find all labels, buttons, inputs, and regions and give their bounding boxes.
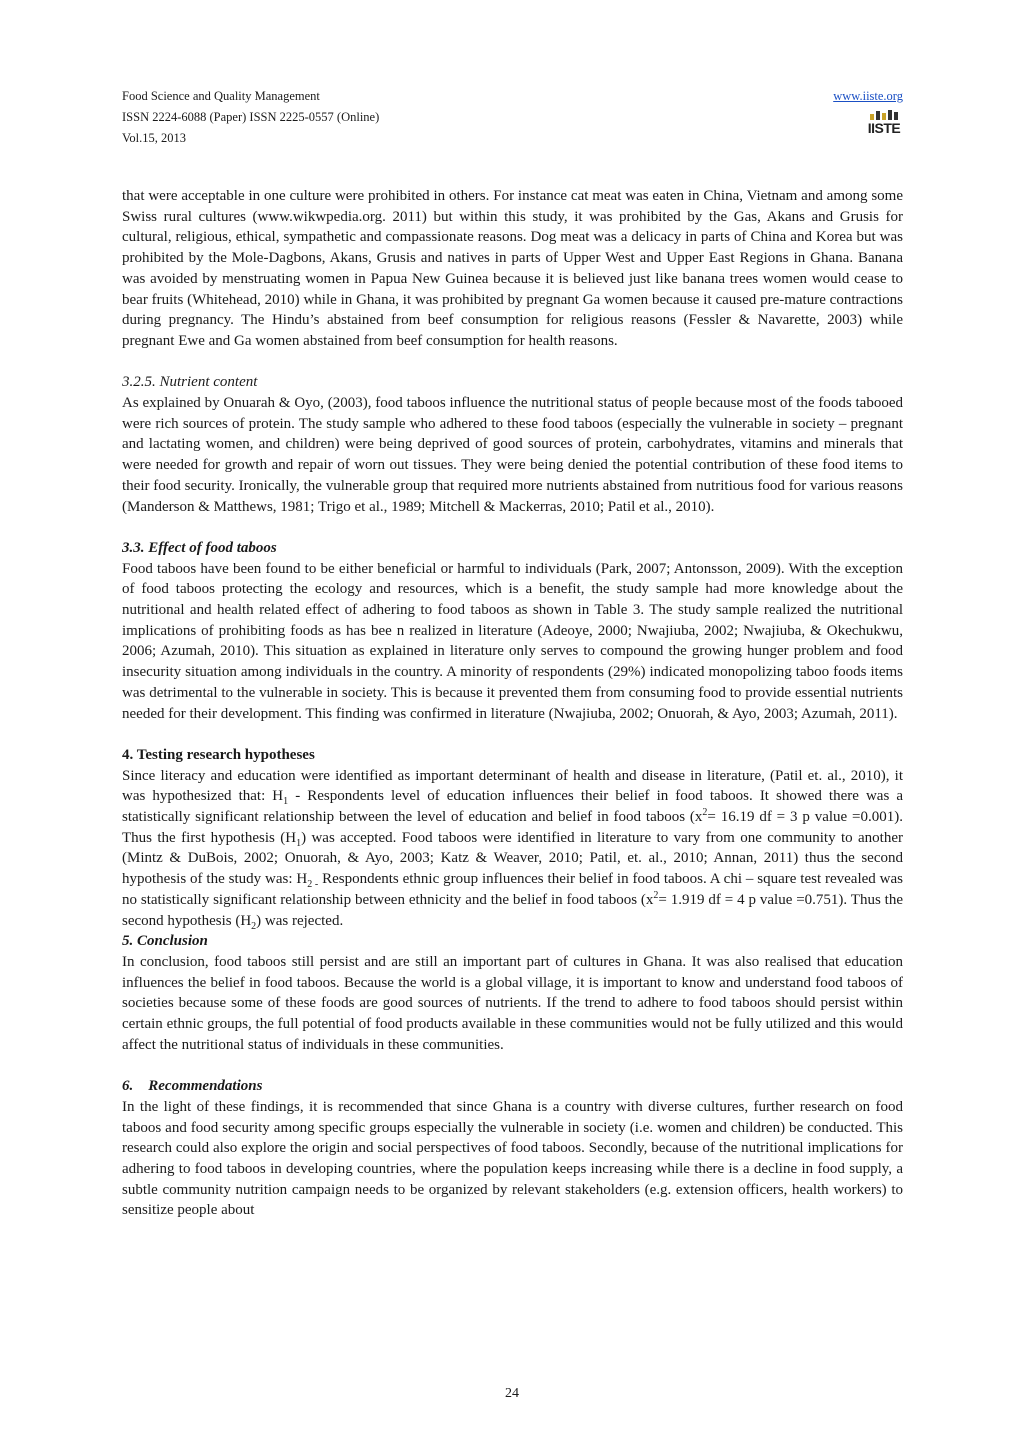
paragraph-food-taboos-cultures: that were acceptable in one culture were prohibited in others. For instance cat meat was eaten in China, Vietnam and among some Swiss rural cultures (www.wikwpedia.org. 2011) but within this study, it was prohibited by the Gas, Akans and Grusis for cultural, religious, ethical, sympathetic and compassionate reasons. Dog meat was a delicacy in parts of China and Korea but was prohibited by the Mole-Dagbons, Akans, Grusis and natives in parts of Upper West and Upper East Regions in Ghana. Banana was avoided by menstruating women in Papua New Guinea because it is believed just like banana trees women would cease to bear fruits (Whitehead, 2010) while in Ghana, it was prohibited by pregnant Ga women because it caused pre-mature contractions during pregnancy. The Hindu’s abstained from beef consumption for religious reasons (Fessler & Navarette, 2003) while pregnant Ewe and Ga women abstained from beef consumption for health reasons.: [122, 188, 903, 349]
paragraph-testing-hypotheses: Since literacy and education were identified as important determinant of health and disease in literature, (Patil et. al., 2010), it was hypothesized that: $H_1$ - Respondents level of education influences their belief in food taboos. It showed there was a statistically significant relationship between the level of education and belief in food taboos ($x^2= 16.19$ df = 3 p value =0.001). Thus the first hypothesis $(H_1)$ was accepted. Food taboos were identified in literature to vary from one community to another (Mintz & DuBois, 2002; Onuorah, & Ayo, 2003; Katz & Weaver, 2010; Patil, et. al., 2010; Annan, 2011) thus the second hypothesis of the study was: $H_{2 -}$ Respondents ethnic group influences their belief in food taboos. A chi – square test revealed was no statistically significant relationship between ethnicity and the belief in food taboos ($x^2= 1.919$ df = 4 p value =0.751). Thus the second hypothesis $(H_2)$ was rejected.: [122, 767, 904, 932]
logo-text: IISTE: [867, 120, 901, 136]
paragraph-nutrient-content: As explained by Onuarah & Oyo, (2003), food taboos influence the nutritional status of people because most of the foods tabooed were rich sources of protein. The study sample who adhered to these food taboos (especially the vulnerable in society – pregnant and lactating women, and children) were being deprived of good sources of protein, carbohydrates, vitamins and minerals that were needed for growth and repair of worn out tissues. They were being denied the potential contribution of these food items to their food security. Ironically, the vulnerable group that required more nutrients abstained from nutritious food for various reasons (Manderson & Matthews, 1981; Trigo et al., 1989; Mitchell & Mackerras, 2010; Patil et al., 2010).: [122, 395, 903, 515]
heading-nutrient-content: 3.2.5. Nutrient content: [122, 374, 258, 391]
heading-testing-hypotheses: 4. Testing research hypotheses: [122, 746, 315, 763]
journal-name: Food Science and Quality Management: [122, 89, 320, 103]
page-number: 24: [505, 1386, 519, 1401]
heading-recommendations: 6. Recommendations: [122, 1078, 263, 1095]
volume-line: Vol.15, 2013: [122, 131, 187, 145]
iiste-logo: [867, 110, 901, 136]
paragraph-effect-of-food-taboos: Food taboos have been found to be either beneficial or harmful to individuals (Park, 2007; Antonsson, 2009). With the exception of food taboos protecting the ecology and resources, which is a benefit, the study sample had more knowledge about the nutritional and health related effect of adhering to food taboos as shown in Table 3. The study sample realized the nutritional implications of prohibiting foods as has bee n realized in literature (Adeoye, 2000; Nwajiuba, 2002; Nwajiuba, & Okechukwu, 2006; Azumah, 2010). This situation as explained in literature only serves to compound the growing hunger problem and food insecurity situation among individuals in the country. A minority of respondents (29%) indicated monopolizing taboo foods items was detrimental to the vulnerable in society. This is because it prevented them from consuming food to provide essential nutrients needed for their development. This finding was confirmed in literature (Nwajiuba, 2002; Onuorah, & Ayo, 2003; Azumah, 2011).: [122, 560, 903, 722]
heading-conclusion: 5. Conclusion: [122, 933, 208, 950]
heading-effect-of-food-taboos: 3.3. Effect of food taboos: [122, 539, 277, 556]
page-header: [122, 86, 903, 149]
paragraph-recommendations: In the light of these findings, it is recommended that since Ghana is a country with diverse cultures, further research on food taboos and food security among specific groups especially the vulnerable in society (i.e. women and children) be conducted. This research could also explore the origin and social perspectives of food taboos. Secondly, because of the nutritional implications for adhering to food taboos in developing countries, where the population keeps increasing while there is a decline in food supply, a subtle community nutrition campaign needs to be organized by relevant stakeholders (e.g. extension officers, health workers) to sensitize people about: [122, 1098, 903, 1219]
logo-bars-icon: [867, 110, 901, 120]
issn-line: ISSN 2224-6088 (Paper) ISSN 2225-0557 (Online): [122, 110, 380, 124]
paragraph-conclusion: In conclusion, food taboos still persist and are still an important part of cultures in Ghana. It was also realised that education influences the belief in food taboos. Because the world is a global village, it is important to know and understand food taboos of societies because some of these foods are good sources of nutrients. If the trend to adhere to food taboos should persist within certain ethnic groups, the full potential of food products available in these communities would not be fully utilized and this would affect the nutritional status of individuals in these communities.: [122, 953, 903, 1053]
article-body: [122, 186, 903, 1221]
journal-website-link[interactable]: www.iiste.org: [833, 89, 903, 103]
